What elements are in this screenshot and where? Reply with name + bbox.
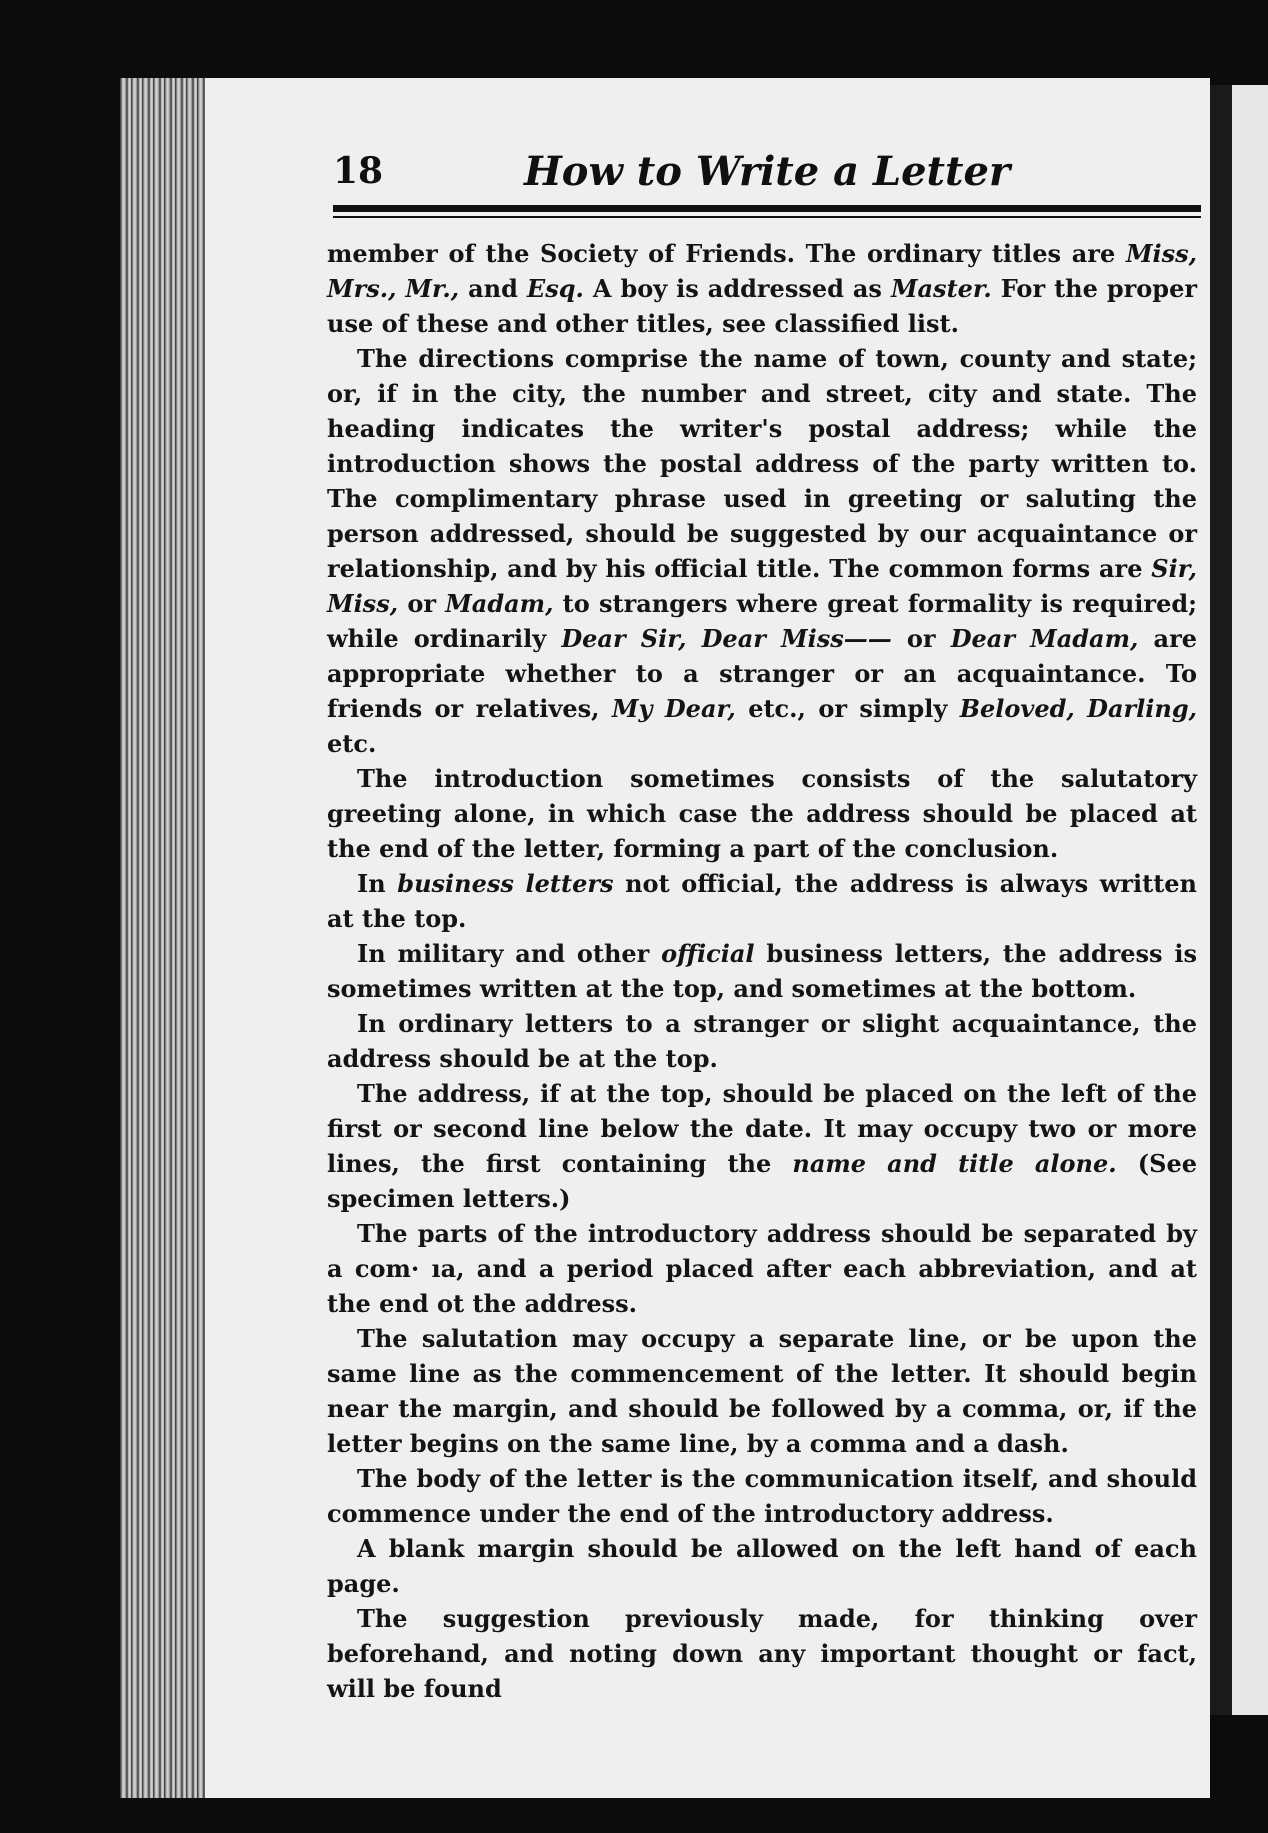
paragraph: In business letters not official, the address is always written at the top. [327,869,1198,933]
paragraph: The salutation may occupy a separate line, or be upon the same line as the commencement of the letter. It should begin near the margin, and should be followed by a comma, or, if the letter begins on the same line, by a comma and a dash. [327,1324,1197,1458]
paragraph: The directions comprise the name of town, county and state; or, if in the city, the number and street, city and state. The heading indicates the writer's postal address; while the introduction shows the postal address of the party written to. The complimentary phrase used in greeting or saluting the person addressed, should be suggested by our acquaintance or relationship, and by his official title. The common forms are Sir, Miss, or Madam, to strangers where great formality is required; while ordinarily Dear Sir, Dear Miss—— or Dear Madam, are appropriate whether to a stranger or an acquaintance. To friends or relatives, My Dear, etc., or simply Beloved, Darling, etc. [327,344,1197,758]
paragraph: member of the Society of Friends. The ordinary titles are Miss, Mrs., Mr., and Esq. A boy is addressed as Master. For the proper use of these and other titles, see classified list. [327,239,1197,338]
right-page-gutter [1210,85,1232,1715]
header-rule-thin [333,216,1201,218]
header-rule-thick [333,205,1201,212]
paragraph: The body of the letter is the communication itself, and should commence under the end of the introductory address. [327,1464,1197,1528]
page-header [333,148,1201,198]
paragraph: In ordinary letters to a stranger or slight acquaintance, the address should be at the top. [327,1009,1197,1073]
paragraph: The suggestion previously made, for thinking over beforehand, and noting down any important thought or fact, will be found [327,1604,1197,1703]
facing-page-edge [1232,85,1268,1715]
running-title: How to Write a Letter [523,148,1011,195]
body-text [327,236,1197,1706]
paragraph: The introduction sometimes consists of the salutatory greeting alone, in which case the address should be placed at the end of the letter, forming a part of the conclusion. [327,764,1197,863]
paragraph: The parts of the introductory address should be separated by a com· ıa, and a period placed after each abbreviation, and at the end ot the address. [327,1219,1197,1318]
paragraph: In military and other official business letters, the address is sometimes written at the top, and sometimes at the bottom. [327,939,1198,1003]
page-number: 18 [333,150,384,192]
paragraph: A blank margin should be allowed on the left hand of each page. [327,1534,1197,1598]
book-spine-edge [120,78,210,1798]
paragraph: The address, if at the top, should be placed on the left of the first or second line below the date. It may occupy two or more lines, the first containing the name and title alone. (See specimen letters.) [327,1079,1197,1213]
